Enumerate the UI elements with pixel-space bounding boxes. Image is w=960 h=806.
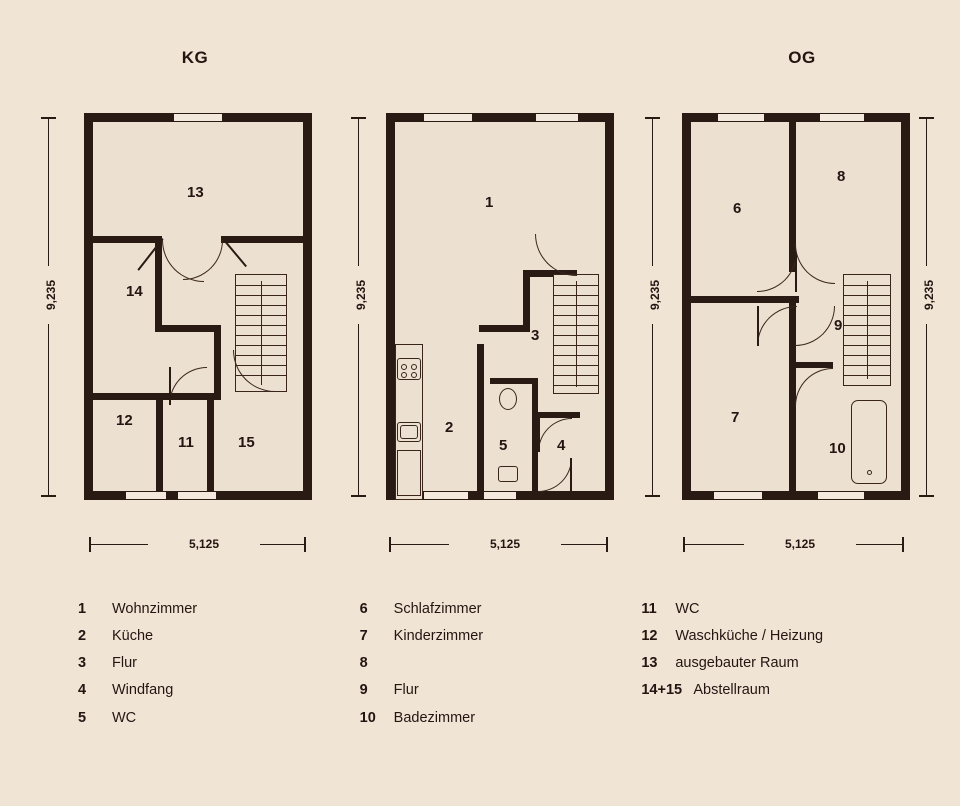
legend-number: 13 <box>641 655 658 672</box>
legend-label: WC <box>112 709 137 726</box>
dimension-tick <box>902 537 904 552</box>
door-icon <box>538 418 540 452</box>
dimension-tick <box>606 537 608 552</box>
room-number: 10 <box>829 440 846 457</box>
legend-label: Abstellraum <box>693 682 770 699</box>
legend-item <box>360 681 624 699</box>
interior-wall <box>156 393 163 491</box>
interior-wall <box>490 378 538 384</box>
room-number: 4 <box>557 437 566 454</box>
room-number: 13 <box>187 184 204 201</box>
room-number: 9 <box>834 317 843 334</box>
legend-number: 6 <box>359 601 368 617</box>
interior-wall <box>479 325 530 332</box>
burner-icon <box>401 364 407 370</box>
legend-item <box>641 627 905 645</box>
interior-wall <box>155 236 162 332</box>
legend-label: Flur <box>393 682 419 699</box>
legend-column-2 <box>342 600 624 727</box>
dimension-tick <box>919 495 934 497</box>
legend-number: 11 <box>641 601 657 617</box>
room-number: 5 <box>499 437 508 454</box>
legend-item <box>78 627 342 645</box>
sink-basin-icon <box>400 425 418 439</box>
interior-wall <box>221 236 303 243</box>
room-number: 12 <box>116 412 133 429</box>
interior-wall <box>523 270 530 332</box>
dimension-label-height-eg: 9,235 <box>351 266 371 324</box>
door-swing-icon <box>757 306 797 346</box>
legend <box>60 600 905 727</box>
burner-icon <box>401 372 407 378</box>
dimension-tick <box>919 117 934 119</box>
legend-item <box>360 709 624 727</box>
legend-item <box>78 681 342 699</box>
window-icon <box>717 113 765 122</box>
legend-number: 4 <box>78 682 87 699</box>
dimension-label-height-kg: 9,235 <box>41 266 61 324</box>
interior-wall <box>538 412 580 418</box>
toilet-icon <box>499 388 517 410</box>
interior-wall <box>477 344 484 500</box>
tub-drain-icon <box>867 470 872 475</box>
burner-icon <box>411 364 417 370</box>
dimension-label-width-kg: 5,125 <box>148 536 260 552</box>
legend-column-1 <box>60 600 342 727</box>
interior-wall <box>93 236 155 243</box>
floorplan-eg <box>386 113 614 500</box>
legend-item <box>641 600 905 618</box>
window-icon <box>713 491 763 500</box>
legend-number: 2 <box>78 628 87 645</box>
dimension-label-width-eg: 5,125 <box>449 536 561 552</box>
legend-label: Flur <box>112 655 137 672</box>
legend-number: 9 <box>359 682 368 699</box>
dimension-tick <box>389 537 391 552</box>
dimension-tick <box>304 537 306 552</box>
legend-item <box>360 627 624 645</box>
floor-title-og: OG <box>788 48 816 67</box>
legend-item <box>641 654 905 672</box>
legend-item <box>360 600 624 618</box>
door-icon <box>757 306 759 346</box>
window-icon <box>819 113 865 122</box>
legend-number: 1 <box>78 601 87 617</box>
legend-item <box>78 654 342 672</box>
window-icon <box>535 113 579 122</box>
staircase <box>843 274 891 386</box>
dimension-tick <box>351 117 366 119</box>
door-swing-icon <box>795 244 835 284</box>
legend-number: 3 <box>78 655 87 672</box>
room-number: 11 <box>178 434 194 451</box>
legend-number: 10 <box>359 709 376 726</box>
legend-item <box>78 709 342 727</box>
legend-item <box>641 681 905 699</box>
room-number: 1 <box>485 194 494 211</box>
dimension-tick <box>41 495 56 497</box>
legend-number: 5 <box>78 709 87 726</box>
window-icon <box>177 491 217 500</box>
dimension-label-height-og: 9,235 <box>645 266 665 324</box>
legend-label: ausgebauter Raum <box>675 655 799 672</box>
legend-number: 14+15 <box>641 682 683 699</box>
legend-label: Badezimmer <box>393 709 476 726</box>
window-icon <box>173 113 223 122</box>
room-number: 6 <box>733 200 742 217</box>
door-icon <box>169 367 171 405</box>
legend-number: 7 <box>359 628 368 645</box>
door-swing-icon <box>757 252 797 292</box>
legend-label: WC <box>675 601 700 617</box>
dimension-label-width-og: 5,125 <box>744 536 856 552</box>
dimension-tick <box>645 117 660 119</box>
interior-wall <box>93 393 163 400</box>
floor-title-kg: KG <box>181 48 209 67</box>
legend-label: Schlafzimmer <box>393 601 482 617</box>
legend-item <box>78 600 342 618</box>
room-number: 14 <box>126 283 143 300</box>
legend-column-3 <box>623 600 905 727</box>
door-icon <box>570 458 572 492</box>
floorplan-og <box>682 113 910 500</box>
door-swing-icon <box>795 306 835 346</box>
room-number: 3 <box>531 327 540 344</box>
door-swing-icon <box>169 367 207 405</box>
legend-label: Windfang <box>112 682 174 699</box>
interior-wall <box>155 325 221 332</box>
interior-wall <box>207 393 214 491</box>
cabinet-icon <box>397 450 421 496</box>
room-number: 7 <box>731 409 740 426</box>
interior-wall <box>214 325 221 400</box>
legend-item <box>360 654 624 672</box>
legend-number: 12 <box>641 628 658 645</box>
legend-label: Waschküche / Heizung <box>675 628 824 645</box>
dimension-tick <box>41 117 56 119</box>
dimension-label-height-og-right: 9,235 <box>919 266 939 324</box>
staircase <box>553 274 599 394</box>
legend-label: Kinderzimmer <box>393 628 484 645</box>
legend-number: 8 <box>359 655 368 672</box>
room-number: 8 <box>837 168 846 185</box>
dimension-tick <box>645 495 660 497</box>
window-icon <box>423 113 473 122</box>
interior-wall <box>691 296 799 303</box>
legend-label: Wohnzimmer <box>112 601 198 617</box>
burner-icon <box>411 372 417 378</box>
door-swing-icon <box>538 418 572 452</box>
door-swing-icon <box>183 240 223 280</box>
room-number: 2 <box>445 419 454 436</box>
door-swing-icon <box>538 458 572 492</box>
floorplan-kg <box>84 113 312 500</box>
legend-label: Küche <box>112 628 154 645</box>
window-icon <box>423 491 469 500</box>
window-icon <box>125 491 167 500</box>
interior-wall <box>789 362 833 368</box>
dimension-tick <box>683 537 685 552</box>
dimension-tick <box>351 495 366 497</box>
door-swing-icon <box>795 368 833 406</box>
window-icon <box>817 491 865 500</box>
room-number: 15 <box>238 434 255 451</box>
washbasin-icon <box>498 466 518 482</box>
dimension-tick <box>89 537 91 552</box>
